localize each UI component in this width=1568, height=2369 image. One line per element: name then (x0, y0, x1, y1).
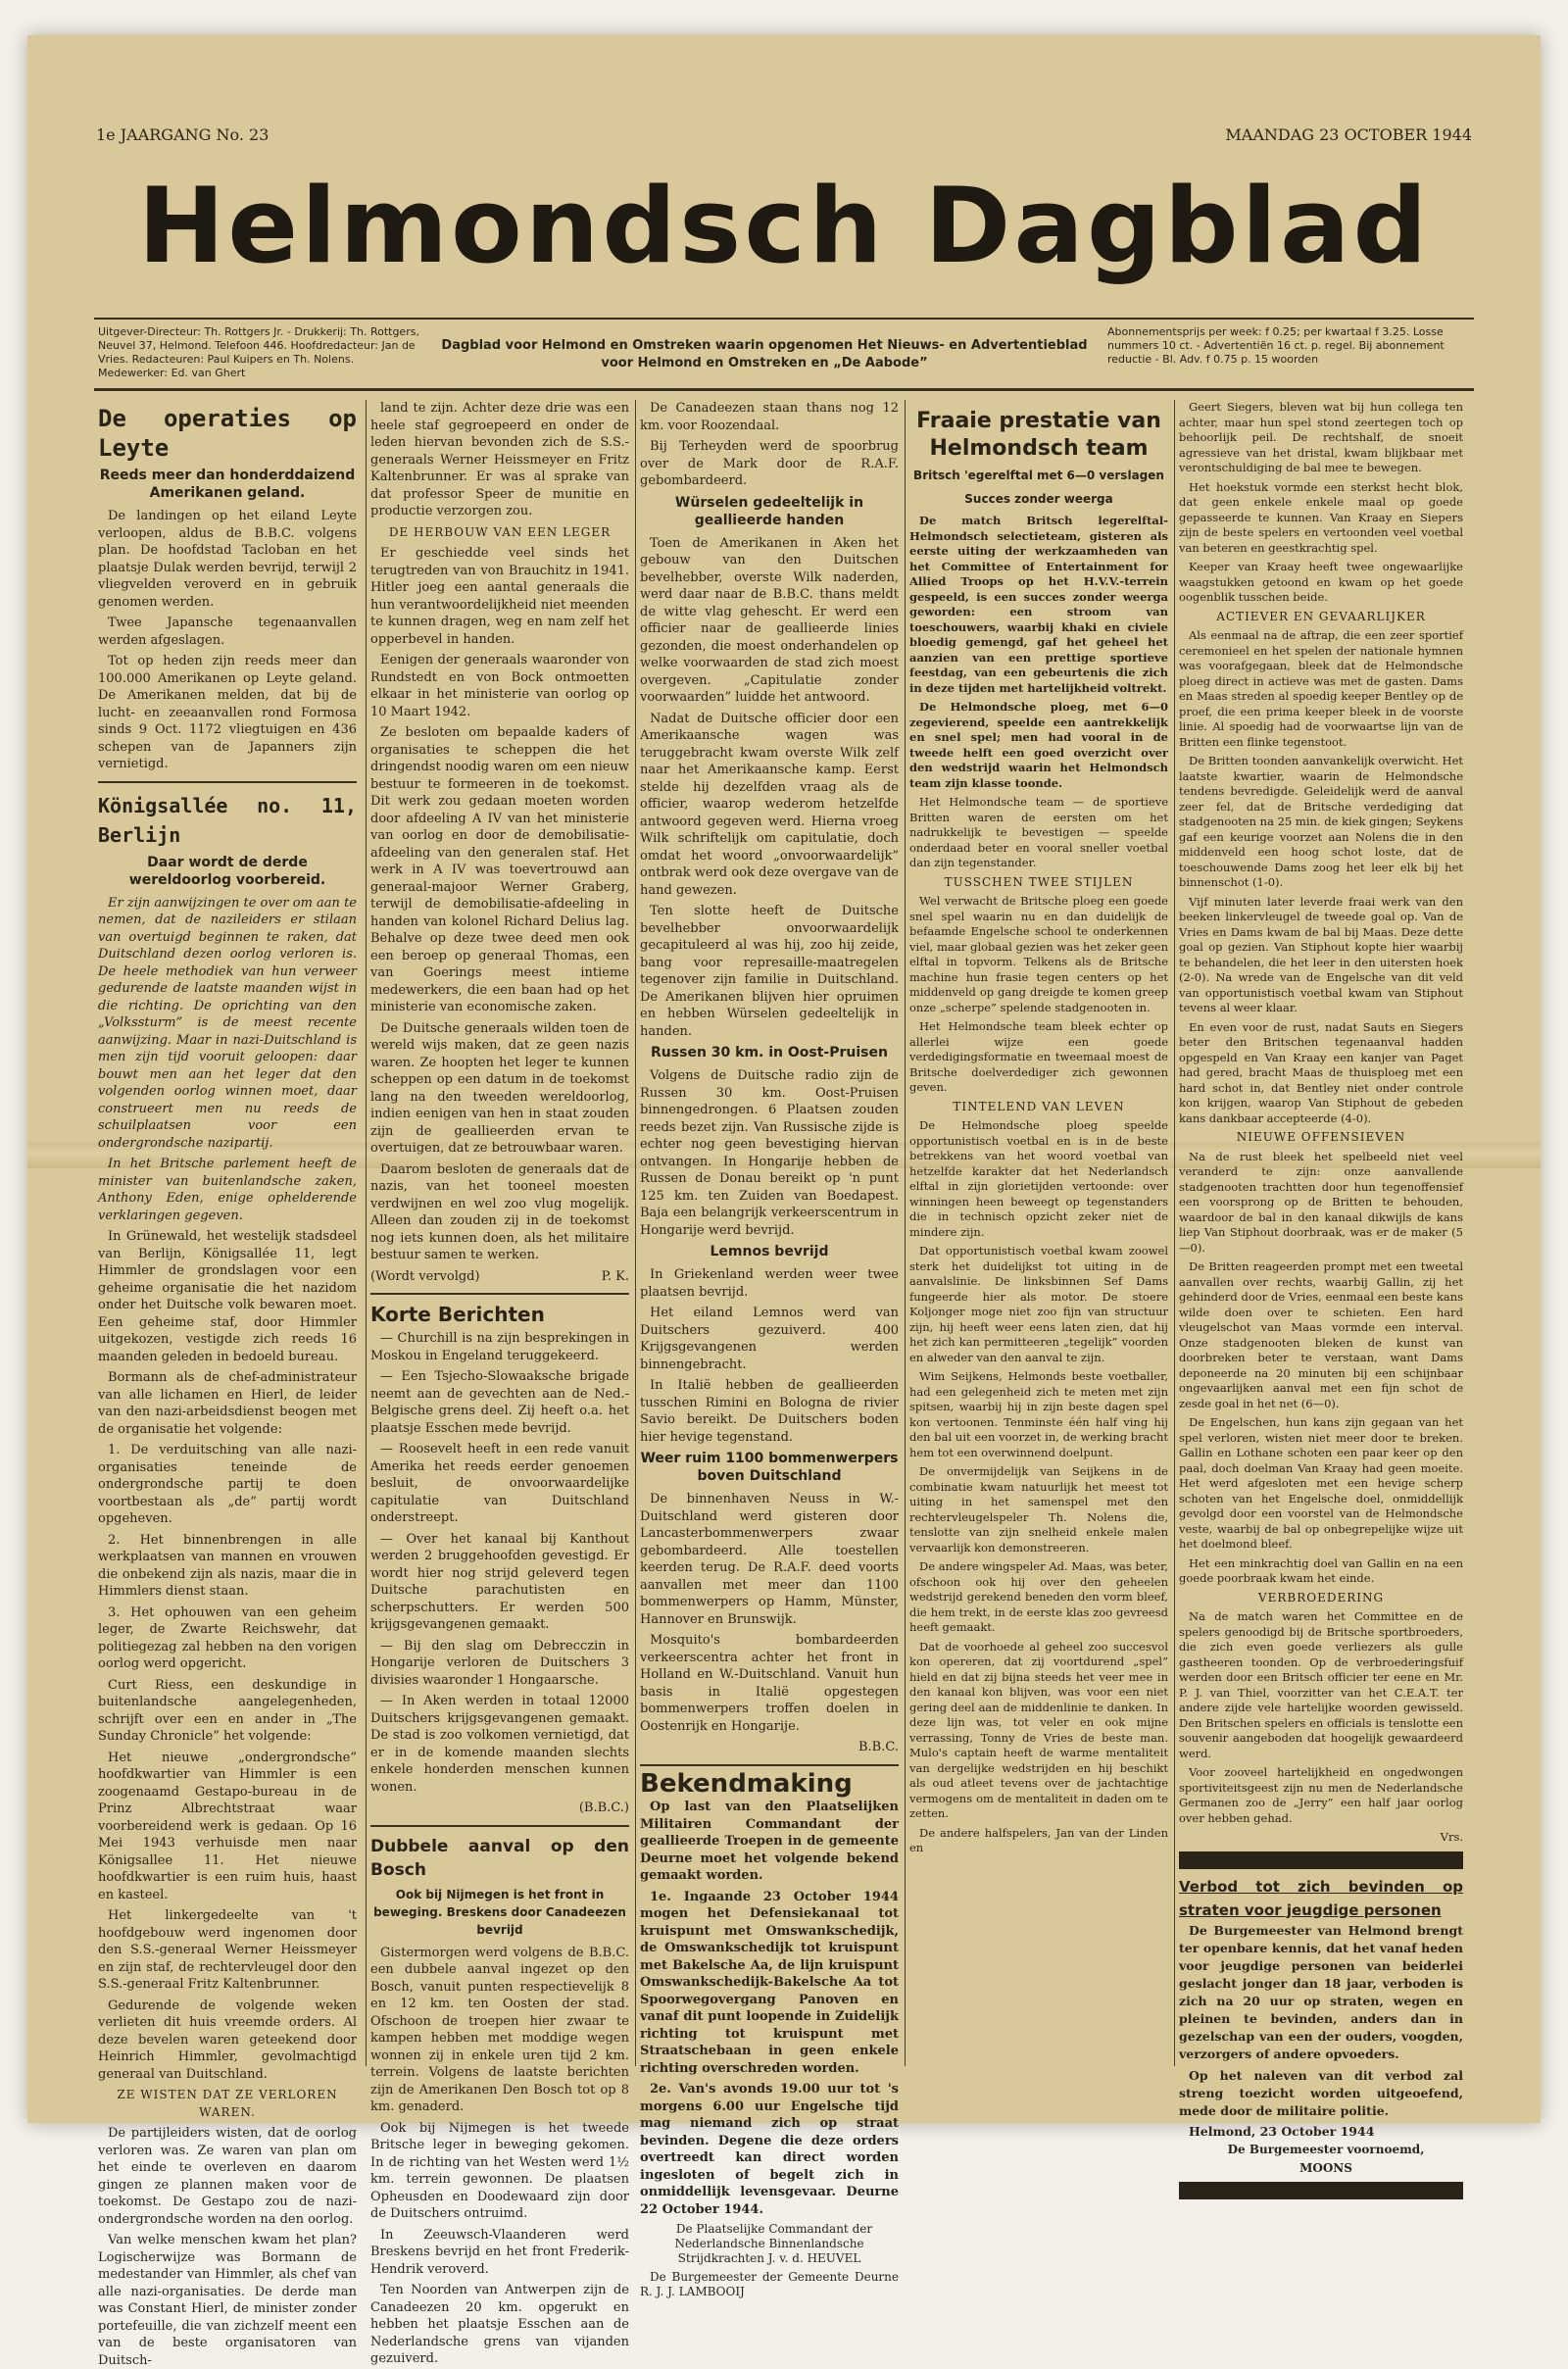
article-paragraph: Als eenmaal na de aftrap, die een zeer sportief ceremonieel en het spelen der nationale hymnen was voorafgegaan, bleek dat de Helmondsche ploeg direct in actieve was met de gasten. Dams en Maas streden al spoedig keeper Bentley op de proef, die een prima keeper bleek in de voorste linie. Al spoedig had de voorwaartse lijn van de Britten een flinke tegenstoot. (1179, 628, 1463, 749)
article-paragraph: Bij Terheyden werd de spoorbrug over de Mark door de R.A.F. gebombardeerd. (640, 439, 899, 488)
article-paragraph: Twee Japansche tegenaanvallen werden afgeslagen. (98, 616, 357, 648)
news-brief: — In Aken werden in totaal 12000 Duitschers krijgsgevangenen gemaakt. De stad is zoo volkomen vernietigd, dat er in de komende maanden slechts enkele honderden menschen kunnen wonen. (370, 1694, 629, 1795)
section-heading: TINTELEND VAN LEVEN (953, 1099, 1125, 1113)
article-paragraph: De Engelschen, hun kans zijn gegaan van het spel verloren, wisten niet meer door te breken. Gallin en Lothane schoten een paar keer op den paal, doch doelman Van Kraay had geen moeite. Het werd afgesloten met een hevige scherp schoten van het Engelsche doel, onmiddellijk gevolgd door een voorstel van de Helmondsche veste, waarbij de bal op onbegrepelijke wijze uit het doelmond bleef. (1179, 1415, 1463, 1551)
article-paragraph: Volgens de Duitsche radio zijn de Russen 30 km. Oost-Pruisen binnengedrongen. 6 Plaatsen zouden reeds bezet zijn. Van Russische zijde is echter nog geen bevestiging hiervan ontvangen. In Hongarije hebben de Russen de Donau bereikt op 'n punt 125 km. ten Zuiden van Boedapest. Baja een belangrijk verkeerscentrum in Hongarije werd bevrijd. (640, 1068, 899, 1238)
article-paragraph: Gedurende de volgende weken verlieten dit huis vreemde orders. Al deze bevelen waren geteekend door Heinrich Himmler, gevolmachtigd generaal van Duitschland. (98, 1998, 357, 2082)
column-3 (640, 400, 899, 2298)
notice-signature-name: MOONS (1299, 2161, 1352, 2175)
subhead-dubbele-aanval: Ook bij Nijmegen is het front in beweging. Breskens door Canadeezen bevrijd (373, 1887, 626, 1937)
notice-body: De Burgemeester van Helmond brengt ter openbare kennis, dat het vanaf heden voor jeugdige personen van beiderlei geslacht jonger dan 18 jaar, verboden is zich na 20 uur op straten, wegen en pleinen te bevinden, anders dan in gezelschap van een der ouders, voogden, verzorgers of andere opvoeders. (1179, 1922, 1463, 2061)
column-rule (905, 400, 906, 2066)
article-paragraph: De landingen op het eiland Leyte verloopen, aldus de B.B.C. volgens plan. De hoofdstad Tacloban en het plaatsje Dulak werden bevrijd, terwijl 2 vliegvelden veroverd en in gebruik genomen werden. (98, 509, 357, 610)
article-paragraph: Wel verwacht de Britsche ploeg een goede snel spel waarin nu en dan duidelijk de befaamde Engelsche school te onderkennen viel, maar globaal gezien was het zeker geen elftal in topvorm. Telkens als de Britsche machine hun frasie tegen centers op het middenveld op gang dreigde te komen greep onze „scherpe” spelende stadgenooten in. (909, 894, 1168, 1014)
article-intro: In het Britsche parlement heeft de minister van buitenlandsche zaken, Anthony Eden, enige ophelderende verklaringen gegeven. (98, 1157, 357, 1223)
article-paragraph: Dat opportunistisch voetbal kwam zoowel sterk het duidelijkst tot uiting in de aanvalslinie. De linksbinnen Sef Dams fungeerde hier als motor. De stoere Koljonger moge niet zoo fijn van structuur zijn, hij heeft weer eens laten zien, dat hij het zich kan permitteeren „tegelijk” voorden en alweder van den aanval te zijn. (909, 1244, 1168, 1364)
article-paragraph: De andere halfspelers, Jan van der Linden en (909, 1825, 1168, 1854)
notice-place-date: Helmond, 23 October 1944 (1189, 2123, 1375, 2139)
column-rule (635, 400, 636, 2066)
tagline-line-1: Dagblad voor Helmond en Omstreken waarin opgenomen Het Nieuws- en Advertentieblad (441, 338, 1088, 353)
article-paragraph: Van welke menschen kwam het plan? Logischerwijze was Bormann de medestander van Himmler, als chef van alle nazi-organisaties. De derde man was Constant Hierl, de minister zonder portefeuille, die van zichzelf meent een van de beste organisatoren van Duitsch- (98, 2233, 357, 2368)
article-paragraph: De onvermijdelijk van Seijkens in de combinatie kwam natuurlijk het meest tot uiting in het samenspel met den rechtervleugelspeler Th. Nolens die, tenslotte van zijn snelheid enkele malen vervaarlijk kon demonstreeren. (909, 1464, 1168, 1555)
article-paragraph: De partijleiders wisten, dat de oorlog verloren was. Ze waren van plan om het einde te overleven en daarom gingen ze plannen maken voor de toekomst. De Gestapo zou de nazi-ondergrondsche worden na den oorlog. (98, 2126, 357, 2227)
headline-russen: Russen 30 km. in Oost-Pruisen (651, 1045, 888, 1061)
column-rule (1174, 400, 1175, 2066)
article-lead: De match Britsch legerelftal-Helmondsch selectieteam, gisteren als eerste uiting der werkzaamheden van het Committee of Entertainment for Allied Troops op het H.V.V.-terrein gespeeld, is een succes zonder weerga geworden: een stroom van toeschouwers, waarbij khaki en civiele bloedig gemengd, gaf het geheel het aanzien van een prettige sportieve feestdag, van een gebeurtenis die zich in deze tijden met hartelijkheid voltrekt. (909, 514, 1168, 695)
news-brief: — Over het kanaal bij Kanthout werden 2 bruggehoofden gevestigd. Er wordt hier nog strijd geleverd tegen Duitsche parachutisten en scherpschutters. Er werden 500 krijgsgevangenen gemaakt. (370, 1531, 629, 1632)
tagline-line-2: voor Helmond en Omstreken en „De Aabode” (601, 356, 928, 370)
divider (640, 1764, 899, 1766)
divider (370, 1825, 629, 1827)
article-paragraph: Dat de voorhoede al geheel zoo succesvol kon opereren, dat zij voortdurend „spel” hield en dat zij bijna steeds het veer mee in den kanaal kon blijven, was voor een niet gering deel aan de middenlinie te danken. In deze lijn was, tot veler en ook mijne verrassing, Tonny de Vries de beste man. Mulo's captain heeft de warme mentaliteit van dergelijke wedstrijden en hij beschikt als oud atleet tevens over de jachtachtige vermogens om de mentaliteit in daden om te zetten. (909, 1639, 1168, 1820)
article-paragraph: De Canadeezen staan thans nog 12 km. voor Roozendaal. (640, 401, 899, 433)
article-paragraph: Het Helmondsche team bleek echter op allerlei wijze een goede verdedigingsformatie en tweemaal moest de Britsche doelverdediger zich gewonnen geven. (909, 1019, 1168, 1094)
article-paragraph: Gistermorgen werd volgens de B.B.C. een dubbele aanval ingezet op den Bosch, vanuit punten respectievelijk 8 en 12 km. ten Oosten der stad. Ofschoon de troepen hier zwaar te kampen hebben met moddige wegen wonnen zij in enkele uren tijd 2 km. terrein. Volgens de laatste berichten zijn de Amerikanen Den Bosch tot op 8 km. genaderd. (370, 1945, 629, 2114)
subhead-konigsallee: Daar wordt de derde wereldoorlog voorbereid. (128, 854, 326, 888)
notice-signature: De Burgemeester der Gemeente Deurne R. J. J. LAMBOOIJ (640, 2270, 899, 2298)
article-paragraph: 2. Het binnenbrengen in alle werkplaatsen van mannen en vrouwen die onbekend zijn als nazis, maar die in Himmlers dienst staan. (98, 1532, 357, 1599)
edition-date: MAANDAG 23 OCTOBER 1944 (1225, 125, 1472, 144)
article-paragraph: De Britten toonden aanvankelijk overwicht. Het laatste kwartier, waarin de Helmondsche tendens bevredigde. Geleidelijk werd de aanval zeer fel, dat de Britsche verdediging dat stadgenooten na 25 min. de kiek gingen; Seykens gaf een keurige voorzet aan Nolens die in den middenveld een hoog schot loste, dat de toeschouwende Dams zoog het leer elk bij het binnenschot (1-0). (1179, 754, 1463, 889)
news-brief: — Roosevelt heeft in een rede vanuit Amerika het reeds eerder genoemen besluit, de onvoorwaardelijke capitulatie van Duitschland onderstreept. (370, 1442, 629, 1525)
article-paragraph: Toen de Amerikanen in Aken het gebouw van den Duitschen bevelhebber, overste Wilk naderden, werd daar naar de B.B.C. thans meldt de witte vlag gehescht. Er werd een officier naar de geallieerde linies gezonden, die moest onderhandelen op welke voorwaarden de stad zich moest overgeven. „Capitulatie zonder voorwaarden” luidde het antwoord. (640, 535, 899, 705)
author-initials: P. K. (601, 1268, 629, 1284)
divider (370, 1293, 629, 1295)
article-paragraph: De andere wingspeler Ad. Maas, was beter, ofschoon ook hij over den geheelen wedstrijd gerekend beneden den vorm bleef, die hem trekt, in de eerste klas zoo gevreesd heeft gemaakt. (909, 1559, 1168, 1634)
news-brief: — Churchill is na zijn besprekingen in Moskou in Engeland teruggekeerd. (370, 1331, 629, 1363)
headline-leyte: De operaties op Leyte (98, 405, 357, 462)
publisher-info: Uitgever-Directeur: Th. Rottgers Jr. - Drukkerij: Th. Rottgers, Neuvel 37, Helmond. Telefoon 446. Hoofdredacteur: Jan de Vries. Redacteuren: Paul Kuipers en Th. Nolens. Medewerker: Ed. van Ghert (98, 325, 419, 379)
edition-number: 1e JAARGANG No. 23 (96, 125, 270, 144)
article-paragraph: 1. De verduitsching van alle nazi-organisaties teneinde de ondergrondsche partij te doen voortbestaan als „de” partij wordt opgeheven. (98, 1443, 357, 1526)
article-intro: Er zijn aanwijzingen te over om aan te nemen, dat de nazileiders er stilaan van overtuigd beginnen te raken, dat Duitschland dezen oorlog verloren is. De heele methodiek van hun verweer gedurende de laatste maanden wijst in die richting. De oprichting van den „Volkssturm” is de meest recente aanwijzing. Maar in nazi-Duitschland is men zijn tijd vooruit geloopen: daar bouwt men aan het leger dat den volgenden oorlog winnen moet, daar construeert men nu reeds de schuilplaatsen voor een ondergrondsche nazipartij. (98, 895, 357, 1151)
section-heading: TUSSCHEN TWEE STIJLEN (944, 874, 1134, 889)
headline-lemnos: Lemnos bevrijd (710, 1244, 829, 1259)
notice-signature: De Plaatselijke Commandant der Nederlandsche Binnenlandsche Strijdkrachten J. v. d. HEUVEL (674, 2222, 873, 2265)
notice-signature: De Burgemeester voornoemd, (1227, 2143, 1425, 2156)
article-paragraph: In Zeeuwsch-Vlaanderen werd Breskens bevrijd en het front Frederik-Hendrik veroverd. (370, 2227, 629, 2277)
article-paragraph: 3. Het ophouwen van een geheim leger, de Zwarte Reichswehr, dat politiegezag zal hebben na den vorigen oorlog werd opgericht. (98, 1604, 357, 1671)
article-paragraph: Het eiland Lemnos werd van Duitschers gezuiverd. 400 Krijgsgevangenen werden binnengebracht. (640, 1306, 899, 1372)
subhead-succes: Succes zonder weerga (964, 492, 1113, 506)
article-paragraph: Na de match waren het Committee en de spelers genoodigd bij de Britsche sportbroeders, die zich even goede verliezers als gulle gastheeren toonden. Op de verbroederingsfuif werden door een Britsch officier ter eene en Mr. P. J. van Thiel, voorzitter van het C.E.A.T. ter andere zijde vele hartelijke woorden gewisseld. Den Britschen spelers en officials is tenslotte een souvenir aangeboden dat hoogelijk gewaardeerd werd. (1179, 1609, 1463, 1760)
article-paragraph: Het Helmondsche team — de sportieve Britten waren de eersten om het nadrukkelijk te bevestigen — speelde onderdaad beter en vooral sneller voetbal dan zijn tegenstander. (909, 795, 1168, 869)
newspaper-title: Helmondsch Dagblad (137, 166, 1431, 286)
headline-wurselen: Würselen gedeeltelijk in geallieerde handen (674, 494, 864, 528)
article-paragraph: Wim Seijkens, Helmonds beste voetballer, had een gelegenheid zich te meten met zijn spitsen, waarbij hij in zijn beste dagen spel kon vertoonen. Tenminste één half ving hij den bal uit een voorzet in, de werking bracht hem tot een overwinnend doelpunt. (909, 1369, 1168, 1459)
news-brief: — Bij den slag om Debrecczin in Hongarije verloren de Duitschers 3 divisies waaronder 1 Hongaarsche. (370, 1638, 629, 1688)
divider (98, 781, 357, 783)
column-5 (1179, 400, 1463, 2175)
section-heading: ZE WISTEN DAT ZE VERLOREN WAREN. (117, 2088, 338, 2119)
article-paragraph: Tot op heden zijn reeds meer dan 100.000 Amerikanen op Leyte geland. De Amerikanen melden, dat bij de lucht- en zeeaanvallen rond Formosa sinds 9 Oct. 1172 vliegtuigen en 436 schepen van de Japanners zijn vernietigd. (98, 654, 357, 771)
article-paragraph: Ten Noorden van Antwerpen zijn de Canadeezen 20 km. opgerukt en hebben het plaatsje Esschen aan de Nederlandsche grens van vijanden gezuiverd. (370, 2283, 629, 2366)
article-paragraph: Keeper van Kraay heeft twee ongewaarlijke waagstukken getoond en kwam op het goede oogenblik tusschen beide. (1179, 560, 1463, 604)
article-paragraph: Het nieuwe „ondergrondsche” hoofdkwartier van Himmler is een zoogenaamd Gestapo-bureau in de Prinz Albrechtstraat waar voorbereidend werk is gedaan. Op 16 Mei 1943 verhuisde men naar Königsallee 11. Het nieuwe hoofdkwartier is een ruim huis, haast en kasteel. (98, 1750, 357, 1902)
article-paragraph: De Helmondsche ploeg speelde opportunistisch voetbal en is in de beste betrekkens van het woord voetbal van hetzelfde karakter dat het Nederlandsch elftal in zijn glorietijden vertoonde: over winningen heen beweegt op tegenstanders die in technisch opzicht zeker niet de mindere zijn. (909, 1118, 1168, 1239)
notice-body: Op het naleven van dit verbod zal streng toezicht worden uitgeoefend, mede door de militaire politie. (1179, 2067, 1463, 2118)
article-paragraph: In Grünewald, het westelijk stadsdeel van Berlijn, Königsallée 11, legt Himmler de grondslagen voor een geheime organisatie die het nazidom onder het Duitsche volk bewaren moet. Een geheime staf, door Himmler uitgekozen, vestigde zich reeds 16 maanden geleden in bedoeld bureau. (98, 1229, 357, 1364)
headline-bekendmaking: Bekendmaking (640, 1768, 853, 1799)
column-rule (366, 400, 367, 2066)
article-paragraph: Voor zooveel hartelijkheid en ongedwongen sportiviteitsgeest zijn nu men de Nederlandsche Germanen zoo de „Jerry” een half jaar oorlog over hebben gehad. (1179, 1765, 1463, 1825)
article-paragraph: Nadat de Duitsche officier door een Amerikaansche wagen was teruggebracht kwam overste Wilk zelf naar het Amerikaansche kamp. Eerst stelde hij dezelfden vraag als de officier, waarop wederom hetzelfde antwoord gegeven werd. Hierna vroeg Wilk schriftelijk om capitulatie, doch omdat het woord „onvoorwaardelijk” ontbrak werd ook deze overgave van de hand gewezen. (640, 711, 899, 898)
section-heading: VERBROEDERING (1257, 1590, 1385, 1604)
article-paragraph: In Griekenland werden weer twee plaatsen bevrijd. (640, 1267, 899, 1300)
newspaper-page (27, 35, 1541, 2368)
headline-fraaie-prestatie: Fraaie prestatie van Helmondsch team (916, 409, 1161, 461)
headline-bommenwerpers: Weer ruim 1100 bommenwerpers boven Duitschland (640, 1451, 899, 1484)
section-heading: NIEUWE OFFENSIEVEN (1236, 1130, 1406, 1144)
headline-korte-berichten: Korte Berichten (370, 1303, 545, 1326)
article-paragraph: Het een minkrachtig doel van Gallin en na een goede poorbraak kwam het einde. (1179, 1555, 1463, 1585)
notice-title: Verbod tot zich bevinden op straten voor jeugdige personen (1179, 1877, 1463, 1919)
article-paragraph: land te zijn. Achter deze drie was een heele staf gegroepeerd en onder de leden hiervan bevonden zich de S.S.-generaals Werner Heissmeyer en Fritz Kaltenbrunner. Er was al sprake van dat professor Speer de munitie en productie verzorgen zou. (370, 401, 629, 518)
continued-note: (Wordt vervolgd) (370, 1268, 480, 1284)
article-paragraph: Ten slotte heeft de Duitsche bevelhebber onvoorwaardelijk gecapituleerd al was hij, zoo hij zeide, bang voor represaille-maatregelen tegenover zijn familie in Duitschland. De Amerikanen blijven hier opruimen en hebben Würselen gedeeltelijk in handen. (640, 904, 899, 1039)
article-paragraph: De binnenhaven Neuss in W.-Duitschland werd gisteren door Lancasterbommenwerpers zwaar gebombardeerd. Alle toestellen keerden terug. De R.A.F. deed voorts aanvallen met meer dan 1100 bommenwerpers op Hamm, Münster, Hannover en Brunswijk. (640, 1492, 899, 1627)
notice-item: 2e. Van's avonds 19.00 uur tot 's morgens 6.00 uur Engelsche tijd mag niemand zich op straat bevinden. Degene die deze orders overtreedt kan direct worden ingesloten of begelt zich in onmiddellijk levensgevaar. Deurne 22 October 1944. (640, 2082, 899, 2217)
notice-intro: Op last van den Plaatselijken Militairen Commandant der geallieerde Troepen in de gemeente Deurne moet het volgende bekend gemaakt worden. (640, 1800, 899, 1883)
edition-line (96, 125, 1472, 147)
subhead-leyte: Reeds meer dan honderddaizend Amerikanen geland. (99, 468, 356, 501)
continuation-line (370, 1268, 629, 1286)
article-paragraph: Na de rust bleek het spelbeeld niet veel veranderd te zijn: onze aanvallende stadgenooten trachtten door hun tegenoffensief een voorsprong op de Britten te behouden, waardoor de bal in den kanaal dikwijls de kans liep Van Stiphout doorbraak, was er de maker (5—0). (1179, 1149, 1463, 1255)
article-paragraph: Daarom besloten de generaals dat de nazis, van het tooneel moesten verdwijnen en wel zoo vlug mogelijk. Alleen dan zouden zij in de toekomst nog iets kunnen doen, als het militaire bestuur samen te werken. (370, 1161, 629, 1262)
article-paragraph: Ook bij Nijmegen is het tweede Britsche leger in beweging gekomen. In de richting van het Westen werd 1½ km. terrein gewonnen. De plaatsen Opheusden en Doodewaard zijn door de Duitschers ontruimd. (370, 2120, 629, 2221)
article-paragraph: Geert Siegers, bleven wat bij hun collega ten achter, maar hun spel stond zeertegen toch op behoorlijk peil. De rechtshalf, de snoeit agressieve van het dristal, kwam blijkbaar met verontschuldiging de bal mee te bewegen. (1179, 400, 1463, 474)
article-paragraph: Ze besloten om bepaalde kaders of organisaties te scheppen die het dringendst noodig waren om een nieuw bestuur te formeeren in de toekomst. Dit werk zou gedaan moeten worden door afdeeling A IV van het ministerie van oorlog en door de demobilisatie-afdeeling van den generalen staf. Het werk in A IV was toevertrouwd aan generaal-majoor Werner Graberg, terwijl de demobilisatie-afdeeling in handen van kolonel Richard Delius lag. Behalve op deze twee deed men ook een beroep op generaal Thomas, een van Goerings meest intieme medewerkers, die een baan had op het ministerie van economische zaken. (370, 725, 629, 1014)
column-2 (370, 400, 629, 2366)
notice-bar (1179, 2182, 1463, 2199)
masthead-info-bar (94, 318, 1474, 391)
section-heading: DE HERBOUW VAN EEN LEGER (388, 524, 612, 539)
article-paragraph: Het linkergedeelte van 't hoofdgebouw werd ingenomen door den S.S.-generaal Werner Heissmeyer en zijn staf, de rechtervleugel door den S.S.-generaal Fritz Kaltenbrunner. (98, 1908, 357, 1992)
source-credit: (B.B.C.) (578, 1801, 629, 1815)
article-paragraph: In Italië hebben de geallieerden tusschen Rimini en Bologna de rivier Savio bereikt. De Duitschers boden hier hevige tegenstand. (640, 1378, 899, 1445)
news-brief: — Een Tsjecho-Slowaaksche brigade neemt aan de gevechten aan de Ned.-Belgische grens deel. Zij heeft o.a. het plaatsje Esschen mede bevrijd. (370, 1369, 629, 1436)
article-paragraph: Eenigen der generaals waaronder von Rundstedt en von Bock ontmoetten elkaar in het ministerie van oorlog op 10 Maart 1942. (370, 653, 629, 719)
article-paragraph: Curt Riess, een deskundige in buitenlandsche aangelegenheden, schrijft over een en ander in „The Sunday Chronicle” het volgende: (98, 1677, 357, 1744)
notice-item: 1e. Ingaande 23 October 1944 mogen het Defensiekanaal tot kruispunt met Omswankschedijk, de Omswankschedijk tot kruispunt met Bakelsche Aa, de lijn kruispunt Omswankschedijk-Bakelsche Aa tot Spoorwegovergang Panoven en vanaf dit punt loopende in Zuidelijk richting tot kruispunt met Straatschebaan in geen enkele richting overschreden worden. (640, 1889, 899, 2076)
headline-dubbele-aanval: Dubbele aanval op den Bosch (370, 1836, 629, 1880)
author-initials: Vrs. (1440, 1830, 1463, 1844)
article-paragraph: De Britten reageerden prompt met een tweetal aanvallen over rechts, waarbij Gallin, zij het gehinderd door de Vries, eenmaal een beste kans wilde doen over te schieten. Een hard vleugelschot van Maas vormde een interval. Onze stadgenooten bleken de kunst van doorbreken beter te verstaan, want Dams deponeerde na 20 minuten bij een schijnbaar ongevaarlijken aanval met een fijn schot de zesde goal in het net (6—0). (1179, 1259, 1463, 1410)
source-credit: B.B.C. (858, 1740, 899, 1754)
article-paragraph: Mosquito's bombardeerden verkeerscentra achter het front in Holland en W.-Duitschland. Vanuit hun basis in Italië opgestegen bommenwerpers troffen doelen in Oostenrijk en Hongarije. (640, 1633, 899, 1734)
subhead-fraaie-prestatie: Britsch 'egerelftal met 6—0 verslagen (913, 469, 1164, 482)
subscription-info: Abonnementsprijs per week: f 0.25; per kwartaal f 3.25. Losse nummers 10 ct. - Advertentiën 16 ct. p. regel. Bij abonnement reductie - Bl. Adv. f 0.75 p. 15 woorden (1107, 325, 1445, 366)
tagline (437, 337, 1092, 372)
notice-bar (1179, 1851, 1463, 1869)
column-1 (98, 400, 357, 2368)
article-paragraph: Bormann als de chef-administrateur van alle lichamen en Hierl, de leider van den nazi-arbeidsdienst beogen met de organisatie het volgende: (98, 1370, 357, 1437)
headline-konigsallee: Königsallée no. 11, Berlijn (98, 793, 357, 847)
article-paragraph: Vijf minuten later leverde fraai werk van den beeken linkervleugel de tweede goal op. Van de Vries en Dams kwam de bal bij Maas. Deze dette goal op gezien. Van Stiphout kopte hier waarbij te behandelen, die het leer in den uitersten hoek (2-0). Na wrede van de Engelsche van dit veld van opportunistisch voetbal kwam van Stiphout tevens al weer klaar. (1179, 894, 1463, 1014)
article-lead: De Helmondsche ploeg, met 6—0 zegevierend, speelde een aantrekkelijk en snel spel; men had vooral in de tweede helft een goed overzicht over den wedstrijd waarin het Helmondsch team zijn klasse toonde. (909, 700, 1168, 790)
article-paragraph: Het hoekstuk vormde een sterkst hecht blok, dat geen enkele enkele maal op goede gepasseerde te kunnen. Van Kraay en Siepers zijn de beste spelers en vertoonden veel voetbal van beteren en geestkrachtig spel. (1179, 479, 1463, 555)
article-paragraph: De Duitsche generaals wilden toen de wereld wijs maken, dat ze geen nazis waren. Ze hoopten het leger te kunnen scheppen op een datum in de toekomst lang na den tweeden wereldoorlog, indien eenigen van hen in staat zouden zijn de geallieerden ervan te overtuigen, dat ze betrouwbaar waren. (370, 1020, 629, 1156)
article-paragraph: Er geschiedde veel sinds het terugtreden van von Brauchitz in 1941. Hitler joeg een aantal generaals die hun verantwoordelijkheid niet meenden te kunnen dragen, weg en nam zelf het opperbevel in handen. (370, 546, 629, 647)
section-heading: ACTIEVER EN GEVAARLIJKER (1216, 609, 1426, 623)
column-4 (909, 400, 1168, 2056)
article-paragraph: En even voor de rust, nadat Sauts en Siegers beter den Britschen tegenaanval hadden opgespeld en Van Kraay een kanjer van Paget had gered, bracht Maas de thuisploeg met een hard schot in, dat Bentley niet onder controle kon krijgen, waarop Van Stiphout de gebeden kans dankbaar accepteerde (4-0). (1179, 1019, 1463, 1125)
